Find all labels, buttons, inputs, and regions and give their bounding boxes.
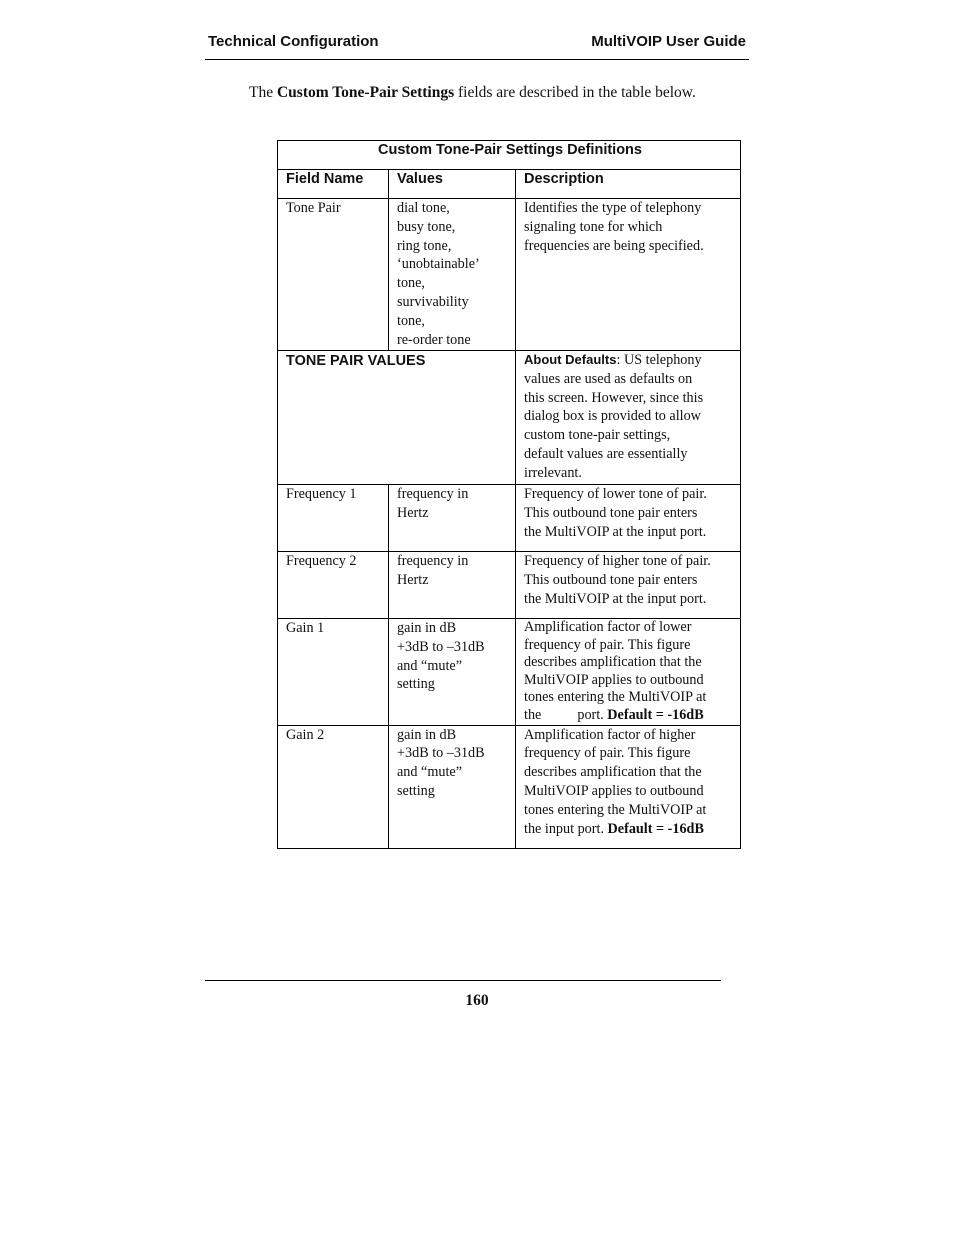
description-text: the input port. <box>524 820 608 837</box>
table-row <box>278 619 741 726</box>
table-section-row <box>278 351 741 485</box>
values-cell <box>389 619 516 726</box>
value-line: ring tone, <box>397 237 452 254</box>
field-name-cell: Frequency 1 <box>278 485 389 552</box>
description-line: MultiVOIP applies to outbound <box>524 782 704 799</box>
value-line: and “mute” <box>397 764 462 781</box>
description-line: this screen. However, since this <box>524 389 704 406</box>
description-cell <box>516 485 741 552</box>
running-header-section: Technical Configuration <box>208 33 379 50</box>
column-header-field-name: Field Name <box>278 170 389 199</box>
value-line: tone, <box>397 312 425 329</box>
page-number: 160 <box>465 992 489 1009</box>
description-line: custom tone-pair settings, <box>524 427 671 444</box>
description-line: tones entering the MultiVOIP at <box>524 689 707 706</box>
column-header-description: Description <box>516 170 741 199</box>
value-line: +3dB to –31dB <box>397 745 485 762</box>
value-line: and “mute” <box>397 657 462 674</box>
table-caption: Custom Tone-Pair Settings Definitions <box>278 141 741 170</box>
description-line: Frequency of higher tone of pair. <box>524 553 711 569</box>
description-line: signaling tone for which <box>524 218 663 235</box>
values-cell <box>389 199 516 351</box>
running-header-title: MultiVOIP User Guide <box>591 33 746 50</box>
description-last-line <box>524 707 734 725</box>
column-header-values: Values <box>389 170 516 199</box>
description-line: describes amplification that the <box>524 764 702 781</box>
value-line: Hertz <box>397 504 429 521</box>
intro-suffix: fields are described in the table below. <box>454 84 696 101</box>
table-row <box>278 725 741 848</box>
value-line: frequency in <box>397 553 469 569</box>
default-value: Default = -16dB <box>607 706 704 723</box>
table-row <box>278 485 741 552</box>
value-line: frequency in <box>397 486 469 502</box>
value-line: +3dB to –31dB <box>397 638 485 655</box>
description-line: Identifies the type of telephony <box>524 200 702 216</box>
description-line: frequency of pair. This figure <box>524 636 691 653</box>
value-line: setting <box>397 676 435 693</box>
default-value: Default = -16dB <box>607 820 704 837</box>
definitions-table <box>277 140 741 849</box>
value-line: gain in dB <box>397 620 457 636</box>
values-cell <box>389 725 516 848</box>
description-line: MultiVOIP applies to outbound <box>524 671 704 688</box>
value-line: survivability <box>397 293 469 310</box>
defaults-note-label: About Defaults <box>524 352 617 367</box>
value-line: ‘unobtainable’ <box>397 256 480 273</box>
description-line: describes amplification that the <box>524 654 702 671</box>
description-last-line <box>524 820 734 839</box>
values-cell <box>389 552 516 619</box>
section-heading: TONE PAIR VALUES <box>278 351 516 485</box>
description-line: This outbound tone pair enters <box>524 504 698 521</box>
value-line: gain in dB <box>397 726 457 743</box>
header-divider <box>205 59 749 60</box>
description-line: Amplification factor of higher <box>524 726 696 743</box>
value-line: dial tone, <box>397 200 450 216</box>
description-text: port. <box>577 706 608 723</box>
description-line: This outbound tone pair enters <box>524 571 698 588</box>
field-name-cell: Gain 2 <box>278 725 389 848</box>
defaults-note-first-line <box>524 351 734 370</box>
intro-prefix: The <box>249 84 277 101</box>
description-cell <box>516 199 741 351</box>
description-line: values are used as defaults on <box>524 370 693 387</box>
description-cell <box>516 619 741 726</box>
description-line: the MultiVOIP at the input port. <box>524 590 707 607</box>
description-line: irrelevant. <box>524 464 582 481</box>
defaults-note-first-text: : US telephony <box>616 352 702 368</box>
footer-divider <box>205 980 721 981</box>
intro-bold-term: Custom Tone-Pair Settings <box>276 84 455 101</box>
values-cell <box>389 485 516 552</box>
field-name-cell: Gain 1 <box>278 619 389 726</box>
description-line: tones entering the MultiVOIP at <box>524 801 707 818</box>
table-row <box>278 199 741 351</box>
description-line: dialog box is provided to allow <box>524 408 701 425</box>
description-line: Frequency of lower tone of pair. <box>524 486 707 502</box>
value-line: setting <box>397 782 435 799</box>
value-line: Hertz <box>397 571 429 588</box>
description-text: the <box>524 706 542 723</box>
value-line: tone, <box>397 275 425 292</box>
description-cell <box>516 725 741 848</box>
field-name-cell: Frequency 2 <box>278 552 389 619</box>
table-row <box>278 552 741 619</box>
description-line: the MultiVOIP at the input port. <box>524 523 707 540</box>
intro-paragraph <box>249 84 696 102</box>
defaults-note-cell <box>516 351 741 485</box>
value-line: busy tone, <box>397 218 456 235</box>
value-line: re-order tone <box>397 331 471 348</box>
description-line: default values are essentially <box>524 445 688 462</box>
field-name-cell: Tone Pair <box>278 199 389 351</box>
table-header-row <box>278 170 741 199</box>
table-caption-row <box>278 141 741 170</box>
description-cell <box>516 552 741 619</box>
description-line: Amplification factor of lower <box>524 619 692 635</box>
description-line: frequencies are being specified. <box>524 237 704 254</box>
description-line: frequency of pair. This figure <box>524 745 691 762</box>
